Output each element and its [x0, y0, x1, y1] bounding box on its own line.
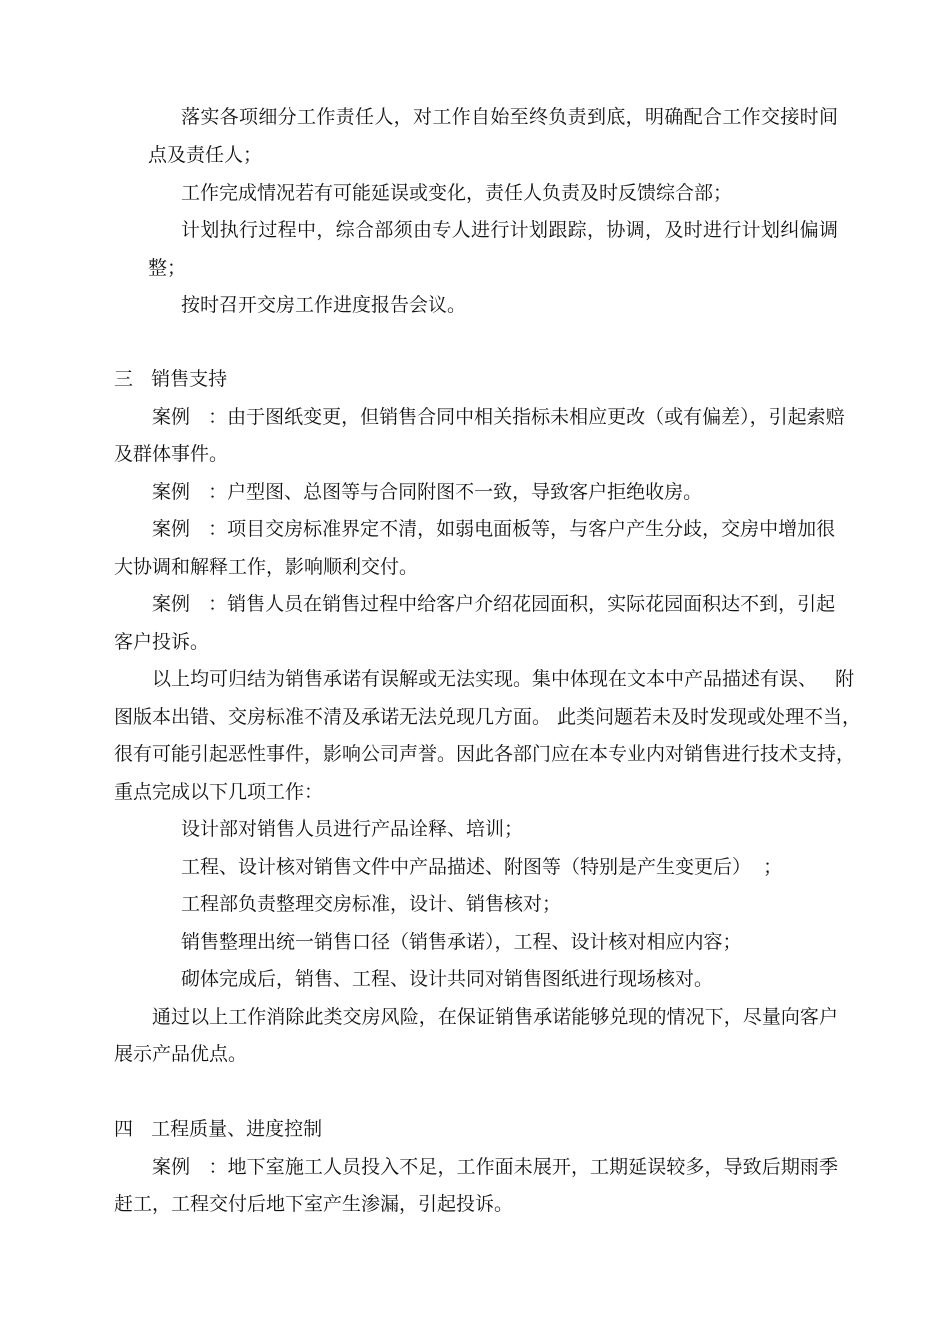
list-item: 设计部对销售人员进行产品诠释、培训；: [181, 818, 524, 840]
case-line: 案例 ：地下室施工人员投入不足，工作面未展开，工期延误较多，导致后期雨季: [152, 1156, 838, 1178]
paragraph-line: 点及责任人；: [148, 144, 263, 166]
case-line: 案例 ：项目交房标准界定不清，如弱电面板等，与客户产生分歧，交房中增加很: [152, 518, 836, 540]
summary-line: 图版本出错、交房标准不清及承诺无法兑现几方面。 此类问题若未及时发现或处理不当，: [114, 706, 862, 728]
case-line: 客户投诉。: [114, 631, 210, 653]
list-item: 工程部负责整理交房标准，设计、销售核对；: [181, 893, 562, 915]
paragraph-line: 落实各项细分工作责任人，对工作自始至终负责到底，明确配合工作交接时间: [181, 106, 838, 128]
list-item: 工程、设计核对销售文件中产品描述、附图等（特别是产生变更后） ；: [181, 856, 783, 878]
case-line: 大协调和解释工作，影响顺利交付。: [114, 556, 419, 578]
case-line: 案例 ：户型图、总图等与合同附图不一致，导致客户拒绝收房。: [152, 481, 703, 503]
section-heading: 三 销售支持: [114, 368, 228, 390]
case-line: 案例 ：由于图纸变更，但销售合同中相关指标未相应更改（或有偏差），引起索赔: [152, 406, 845, 428]
case-line: 案例 ：销售人员在销售过程中给客户介绍花园面积，实际花园面积达不到，引起: [152, 593, 836, 615]
paragraph-line: 计划执行过程中，综合部须由专人进行计划跟踪，协调，及时进行计划纠偏调: [181, 219, 838, 241]
summary-line: 很有可能引起恶性事件，影响公司声誉。因此各部门应在本专业内对销售进行技术支持，: [114, 743, 856, 765]
list-item: 销售整理出统一销售口径（销售承诺），工程、设计核对相应内容；: [181, 931, 742, 953]
list-item: 砌体完成后，销售、工程、设计共同对销售图纸进行现场核对。: [181, 968, 714, 990]
summary-line: 重点完成以下几项工作：: [114, 781, 324, 803]
section-heading: 四 工程质量、进度控制: [114, 1118, 323, 1140]
paragraph-line: 整；: [148, 257, 187, 279]
paragraph-line: 工作完成情况若有可能延误或变化，责任人负责及时反馈综合部；: [181, 182, 733, 204]
case-line: 及群体事件。: [114, 443, 229, 465]
paragraph-line: 按时召开交房工作进度报告会议。: [181, 294, 467, 316]
case-line: 赶工，工程交付后地下室产生渗漏，引起投诉。: [114, 1193, 514, 1215]
closing-line: 通过以上工作消除此类交房风险，在保证销售承诺能够兑现的情况下，尽量向客户: [152, 1006, 838, 1028]
summary-line: 以上均可归结为销售承诺有误解或无法实现。集中体现在文本中产品描述有误、 附: [152, 668, 855, 690]
closing-line: 展示产品优点。: [114, 1043, 248, 1065]
